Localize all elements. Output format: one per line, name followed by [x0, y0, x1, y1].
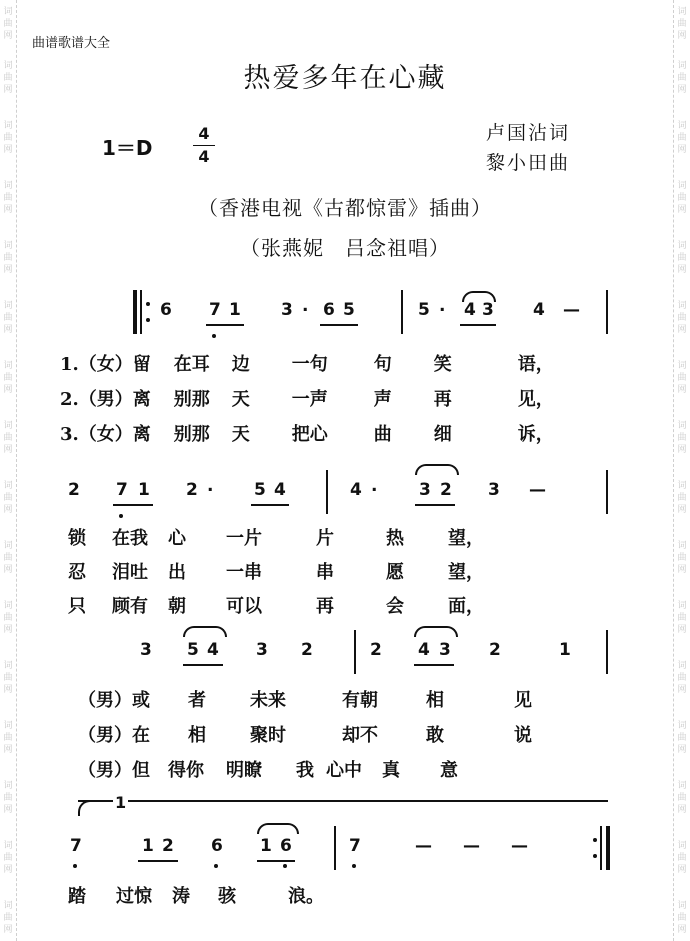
slur [415, 464, 459, 475]
watermark-text: 词曲网 [3, 661, 13, 695]
lyric: 一串 [226, 562, 262, 583]
low-octave-dot [119, 514, 123, 518]
watermark-text: 词曲网 [677, 181, 687, 215]
note: 3 [140, 640, 152, 660]
lyric: 边 [231, 354, 250, 375]
dash: — [463, 836, 480, 856]
lyric: 浪。 [288, 886, 324, 907]
lyric-line-1 [60, 350, 554, 376]
note: 1 [229, 300, 241, 320]
lyric-line-4 [68, 524, 484, 550]
slur [414, 626, 458, 637]
watermark-text: 词曲网 [3, 301, 13, 335]
low-octave-dot [212, 334, 216, 338]
note: 3 [482, 300, 494, 320]
note: 5 [187, 640, 199, 660]
dot-note: . [302, 296, 309, 316]
low-octave-dot [283, 864, 287, 868]
watermark-text: 词曲网 [677, 661, 687, 695]
volta-number: 1 [115, 793, 127, 812]
lyric: 得你 [168, 760, 204, 781]
note: 6 [160, 300, 172, 320]
lyric: 句 [373, 354, 392, 375]
lyric-line-10 [68, 882, 324, 908]
lyric: 串 [316, 562, 334, 583]
bar-line [606, 470, 608, 514]
watermark-text: 词曲网 [677, 61, 687, 95]
repeat-end-bar [606, 826, 610, 870]
note: 3 [419, 480, 431, 500]
lyric: 热 [386, 528, 404, 549]
site-label: 曲谱歌谱大全 [32, 36, 111, 51]
lyric: 一声 [291, 389, 328, 410]
lyric-line-8 [78, 721, 532, 747]
lyric: 敢 [426, 725, 444, 746]
repeat-dot [146, 302, 150, 306]
note: 7 [209, 300, 221, 320]
note: 4 [274, 480, 286, 500]
low-octave-dot [214, 864, 218, 868]
composer-credit: 黎小田曲 [486, 152, 571, 174]
note: 5 [418, 300, 430, 320]
lyric: 1.（女）留 [60, 354, 151, 375]
lyric: 泪吐 [112, 562, 148, 583]
dot-note: . [207, 476, 214, 496]
repeat-start-bar [133, 290, 137, 334]
lyric: 骇 [218, 886, 236, 907]
lyric: 聚时 [250, 725, 286, 746]
low-octave-dot [352, 864, 356, 868]
lyric: 真 [382, 760, 400, 781]
lyric: 2.（男）离 [60, 389, 151, 410]
lyric: 却不 [342, 725, 378, 746]
lyric: 见 [514, 690, 532, 711]
eighth-beam [257, 860, 295, 862]
lyric: 相 [426, 690, 444, 711]
lyric: 望， [448, 562, 484, 583]
lyric: 出 [168, 562, 186, 583]
note: 4 [533, 300, 545, 320]
dot-note: . [371, 476, 378, 496]
lyric: 一片 [226, 528, 262, 549]
lyric: 诉， [517, 424, 554, 445]
lyric: 细 [433, 424, 452, 445]
watermark-text: 词曲网 [3, 361, 13, 395]
lyric-line-7 [78, 686, 532, 712]
eighth-beam [138, 860, 178, 862]
bar-line [354, 630, 356, 674]
lyric-line-9 [78, 756, 458, 782]
lyric: 顾有 [112, 596, 148, 617]
time-signature-bottom: 4 [198, 147, 210, 166]
slur [257, 823, 299, 834]
bar-line [326, 470, 328, 514]
lyric: 心 [168, 528, 186, 549]
lyric: 锁 [68, 528, 86, 549]
lyric: 者 [188, 690, 206, 711]
singers: （张燕妮 吕念祖唱） [240, 236, 450, 260]
song-title: 热爱多年在心藏 [243, 63, 447, 94]
subtitle: （香港电视《古都惊雷》插曲） [198, 196, 492, 220]
watermark-text: 词曲网 [677, 841, 687, 875]
lyric-line-5 [68, 558, 484, 584]
lyric: 心中 [326, 760, 362, 781]
lyric: （男）在 [78, 725, 150, 746]
note: 2 [68, 480, 80, 500]
lyric: 在耳 [173, 354, 210, 375]
lyric: 我 [296, 760, 314, 781]
repeat-end-bar-thin [600, 826, 602, 870]
lyric: 望， [448, 528, 484, 549]
watermark-text: 词曲网 [677, 901, 687, 935]
note: 1 [559, 640, 571, 660]
lyric: 把心 [291, 424, 328, 445]
note: 2 [186, 480, 198, 500]
watermark-text: 词曲网 [3, 61, 13, 95]
lyric: 面， [448, 596, 484, 617]
watermark-text: 词曲网 [677, 601, 687, 635]
eighth-beam [460, 324, 496, 326]
time-signature [193, 124, 215, 167]
watermark-text: 词曲网 [3, 721, 13, 755]
bar-line [606, 630, 608, 674]
eighth-beam [113, 504, 153, 506]
watermark-text: 词曲网 [677, 241, 687, 275]
watermark-text: 词曲网 [677, 541, 687, 575]
dash: — [511, 836, 528, 856]
watermark-text: 词曲网 [3, 241, 13, 275]
lyric: 再 [433, 389, 452, 410]
watermark-text: 词曲网 [3, 901, 13, 935]
watermark-text: 词曲网 [677, 7, 687, 41]
note: 4 [350, 480, 362, 500]
lyric: 见， [517, 389, 554, 410]
lyric-line-3 [60, 420, 554, 446]
watermark-text: 词曲网 [677, 781, 687, 815]
lyric: 3.（女）离 [60, 424, 151, 445]
note: 1 [142, 836, 154, 856]
low-octave-dot [73, 864, 77, 868]
lyric: 相 [188, 725, 206, 746]
lyric: 涛 [172, 886, 190, 907]
dash: — [415, 836, 432, 856]
lyric: 愿 [386, 562, 404, 583]
watermark-text: 词曲网 [3, 181, 13, 215]
note: 1 [260, 836, 272, 856]
lyric: 天 [231, 424, 250, 445]
note: 6 [323, 300, 335, 320]
time-signature-top: 4 [198, 124, 210, 143]
note: 3 [439, 640, 451, 660]
watermark-text: 词曲网 [3, 541, 13, 575]
note: 4 [207, 640, 219, 660]
note: 4 [418, 640, 430, 660]
note: 2 [162, 836, 174, 856]
watermark-text: 词曲网 [3, 421, 13, 455]
lyric: 说 [514, 725, 532, 746]
lyric: 可以 [226, 596, 262, 617]
bar-line [606, 290, 608, 334]
dash: — [563, 300, 580, 320]
lyric: 过惊 [116, 886, 152, 907]
note: 3 [256, 640, 268, 660]
lyric: （男）或 [78, 690, 150, 711]
lyric: 意 [440, 760, 458, 781]
slur [183, 626, 227, 637]
bar-line [401, 290, 403, 334]
eighth-beam [414, 664, 454, 666]
watermark-text: 词曲网 [3, 781, 13, 815]
lyric: 在我 [112, 528, 148, 549]
note: 7 [349, 836, 361, 856]
lyric: 未来 [250, 690, 286, 711]
note: 2 [370, 640, 382, 660]
note: 2 [301, 640, 313, 660]
eighth-beam [206, 324, 244, 326]
lyric: 一句 [291, 354, 328, 375]
watermark-text: 词曲网 [3, 121, 13, 155]
note: 3 [488, 480, 500, 500]
time-signature-line [193, 145, 215, 146]
lyric: 踏 [68, 886, 86, 907]
note: 7 [70, 836, 82, 856]
watermark-text: 词曲网 [677, 721, 687, 755]
lyricist-credit: 卢国沾词 [486, 122, 571, 144]
lyric: 再 [316, 596, 334, 617]
lyric: 笑 [433, 354, 452, 375]
repeat-start-bar-thin [140, 290, 142, 334]
volta-hook [78, 800, 100, 816]
lyric: 片 [316, 528, 334, 549]
lyric: 明瞭 [226, 760, 262, 781]
lyric: 朝 [168, 596, 186, 617]
dash: — [529, 480, 546, 500]
lyric: （男）但 [78, 760, 150, 781]
lyric: 会 [386, 596, 404, 617]
watermark-text: 词曲网 [677, 361, 687, 395]
note: 4 [464, 300, 476, 320]
watermark-text: 词曲网 [3, 841, 13, 875]
lyric-line-2 [60, 385, 554, 411]
repeat-dot [146, 318, 150, 322]
watermark-text: 词曲网 [677, 421, 687, 455]
volta-bracket [78, 800, 608, 814]
note: 1 [138, 480, 150, 500]
lyric: 忍 [68, 562, 86, 583]
eighth-beam [415, 504, 455, 506]
lyric: 别那 [173, 424, 210, 445]
note: 6 [280, 836, 292, 856]
eighth-beam [251, 504, 289, 506]
lyric: 曲 [373, 424, 392, 445]
lyric-line-6 [68, 592, 484, 618]
dot-note: . [439, 296, 446, 316]
watermark-left [0, 0, 17, 941]
note: 7 [116, 480, 128, 500]
lyric: 语， [517, 354, 554, 375]
eighth-beam [183, 664, 223, 666]
bar-line [334, 826, 336, 870]
watermark-text: 词曲网 [3, 601, 13, 635]
note: 6 [211, 836, 223, 856]
eighth-beam [320, 324, 358, 326]
repeat-dot [593, 838, 597, 842]
note: 3 [281, 300, 293, 320]
note: 2 [489, 640, 501, 660]
note: 5 [254, 480, 266, 500]
watermark-text: 词曲网 [677, 481, 687, 515]
watermark-text: 词曲网 [677, 301, 687, 335]
lyric: 别那 [173, 389, 210, 410]
lyric: 天 [231, 389, 250, 410]
lyric: 声 [373, 389, 392, 410]
note: 2 [440, 480, 452, 500]
repeat-dot [593, 854, 597, 858]
watermark-text: 词曲网 [3, 7, 13, 41]
watermark-text: 词曲网 [677, 121, 687, 155]
watermark-right [673, 0, 690, 941]
watermark-text: 词曲网 [3, 481, 13, 515]
lyric: 有朝 [342, 690, 378, 711]
lyric: 只 [68, 596, 86, 617]
note: 5 [343, 300, 355, 320]
key-signature: 1＝D [102, 136, 153, 160]
